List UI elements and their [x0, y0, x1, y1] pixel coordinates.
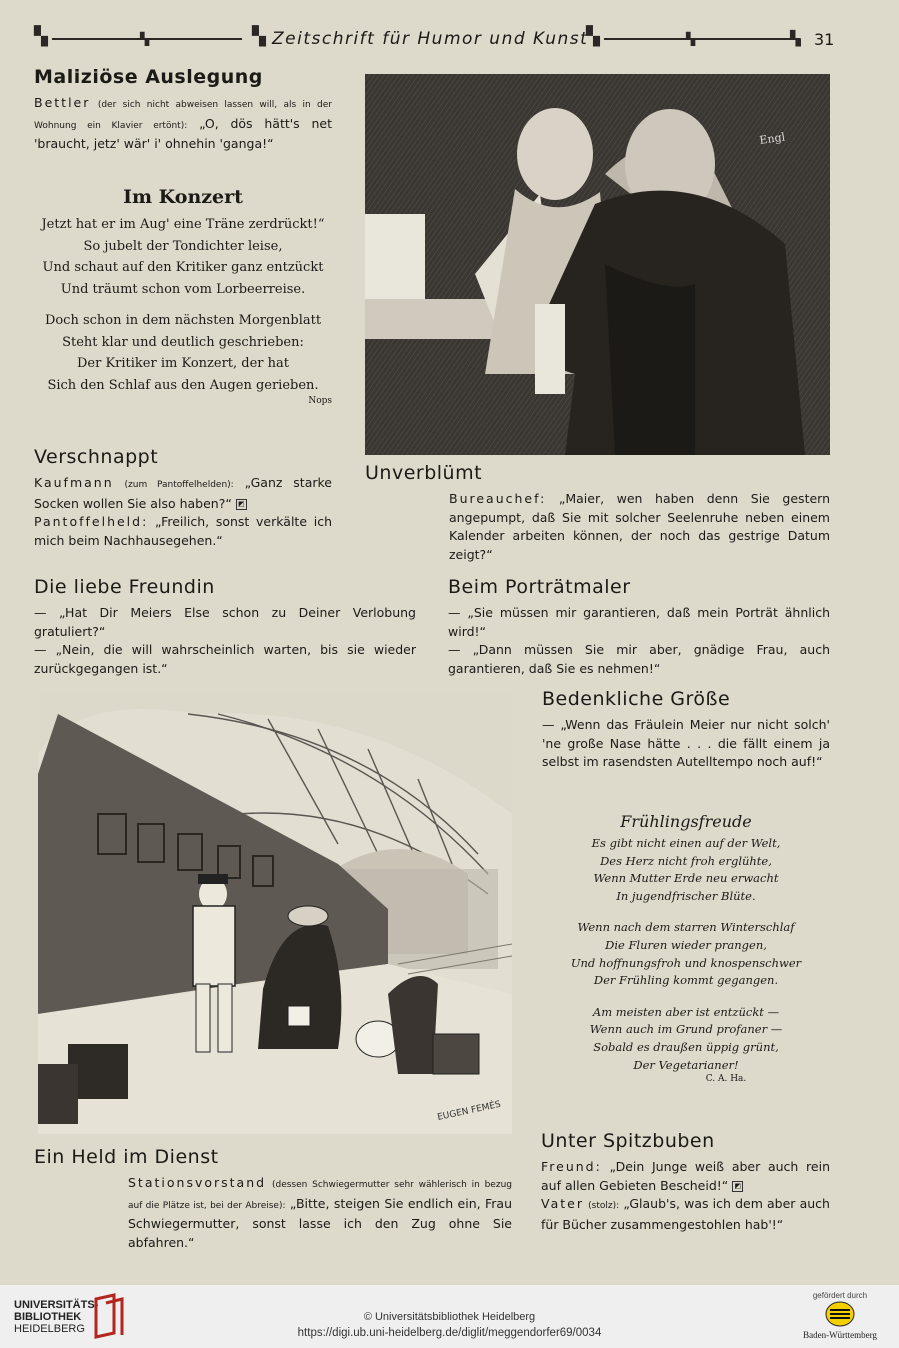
article-verschnappt: [34, 446, 332, 550]
poem-im-konzert: [34, 186, 332, 406]
page-number: 31: [814, 30, 835, 49]
poem-line: Die Fluren wieder prangen,: [605, 937, 767, 952]
article-title: Maliziöse Auslegung: [34, 66, 263, 88]
stage-note: (dessen Schwiegermutter sehr wählerisch in bezug auf die Plätze ist, bei der Abreise):: [128, 1180, 512, 1211]
article-title: Unverblümt: [365, 462, 483, 484]
article-bedenkliche-groesse: [542, 688, 830, 772]
article-text: [34, 474, 332, 550]
copyright-text: © Universitätsbibliothek Heidelberg: [363, 1311, 536, 1323]
quote: „O, dös hätt's net 'braucht, jetz' wär' i' ohnehin 'ganga!“: [34, 115, 333, 151]
speaker: Bettler: [34, 95, 91, 110]
article-text: [34, 94, 332, 154]
article-title: Unter Spitzbuben: [541, 1130, 715, 1152]
poem-line: Sich den Schlaf aus den Augen gerieben.: [47, 377, 319, 393]
poem-line: Wenn auch im Grund profaner —: [589, 1022, 783, 1037]
dialogue-line: — „Dann müssen Sie mir aber, gnädige Frau, auch garantieren, daß Sie es nehmen!“: [448, 642, 830, 676]
poem-line: Der Frühling kommt gegangen.: [593, 973, 779, 988]
article-portraetmaler: [448, 576, 830, 678]
illustration-signature: EUGEN FEMÉS: [436, 1099, 502, 1123]
poem-line: Des Herz nicht froh erglühte,: [600, 853, 772, 868]
article-unter-spitzbuben: [541, 1130, 830, 1234]
funded-by-label: gefördert durch: [812, 1291, 868, 1300]
speaker: Freund:: [541, 1159, 602, 1174]
poem-line: Sobald es draußen üppig grünt,: [593, 1039, 779, 1054]
funder-name: Baden-Württemberg: [803, 1330, 877, 1340]
speaker: Pantoffelheld:: [34, 514, 149, 529]
dialogue-line: — „Hat Dir Meiers Else schon zu Deiner Verlobung gratuliert?“: [34, 605, 416, 639]
speaker: Bureauchef:: [449, 491, 547, 506]
quote: „Bitte, steigen Sie endlich ein, Frau Schwiegermutter, sonst lasse ich den Zug ohne Sie abfahren.“: [128, 1195, 513, 1250]
stage-note: (der sich nicht abweisen lassen will, als in der Wohnung ein Klavier ertönt):: [34, 100, 332, 131]
dialogue-line: — „Sie müssen mir garantieren, daß mein Porträt ähnlich wird!“: [448, 605, 830, 639]
header-rule: [604, 38, 800, 40]
poem-title: Im Konzert: [123, 186, 243, 208]
stage-note: (stolz):: [588, 1201, 620, 1211]
header-ornament-icon: ▚: [34, 26, 48, 47]
article-title: Beim Porträtmaler: [448, 576, 631, 598]
quote: „Maier, wen haben denn Sie gestern angepumpt, daß Sie mit solcher Seelenruhe neben einem Kalender arbeiten können, der noch das gestrige Datum zeigt?“: [449, 491, 830, 562]
poem-line: Doch schon in dem nächsten Morgenblatt: [44, 313, 322, 328]
poem-line: Der Kritiker im Konzert, der hat: [77, 356, 289, 371]
printer-mark-icon: ◩: [236, 499, 247, 510]
header-ornament-icon: ▚: [686, 32, 696, 46]
header-ornament-icon: ▚: [790, 31, 801, 47]
article-held-im-dienst: [34, 1146, 512, 1252]
poem-line: Wenn nach dem starren Winterschlaf: [577, 920, 795, 935]
poem-line: Es gibt nicht einen auf der Welt,: [591, 836, 781, 850]
article-unverbluemt: [365, 462, 830, 564]
poem-line: Der Vegetarianer!: [633, 1057, 739, 1072]
illustration-piano-critic: [365, 74, 830, 455]
article-title: Die liebe Freundin: [34, 576, 215, 598]
quote: „Dein Junge weiß aber auch rein auf allen Gebieten Bescheid!“: [541, 1159, 830, 1193]
illustration-piano-critic-drawing: [365, 74, 830, 455]
uni-name-line: BIBLIOTHEK: [14, 1311, 82, 1323]
source-url-link[interactable]: https://digi.ub.uni-heidelberg.de/diglit/meggendorfer69/0034: [297, 1327, 602, 1339]
poem-line: Am meisten aber ist entzückt —: [592, 1004, 780, 1019]
poem-fruehlingsfreude: [542, 812, 830, 1084]
article-text: [541, 1158, 830, 1234]
article-text: [128, 1174, 512, 1252]
poem-line: Und träumt schon vom Lorbeerreise.: [60, 281, 306, 297]
poem-line: In jugendfrischer Blüte.: [616, 888, 756, 903]
uni-name-line: UNIVERSITÄTS-: [14, 1299, 99, 1311]
article-title: Bedenkliche Größe: [542, 688, 731, 710]
article-text: — „Wenn das Fräulein Meier nur nicht solch' 'ne große Nase hätte . . . die fällt einem ja selbst im rasendsten Autelltempo noch auf!“: [542, 717, 830, 769]
header-ornament-icon: ▚: [252, 26, 266, 47]
poem-line: Wenn Mutter Erde neu erwacht: [593, 871, 779, 886]
quote: „Freilich, sonst verkälte ich mich beim Nachhausegehen.“: [34, 514, 332, 548]
article-text: [449, 490, 830, 564]
poem-line: Steht klar und deutlich geschrieben:: [62, 334, 304, 350]
article-title: Ein Held im Dienst: [34, 1146, 219, 1168]
quote: „Ganz starke Socken wollen Sie also haben?“: [34, 475, 332, 511]
poem-signature: C. A. Ha.: [705, 1074, 747, 1085]
quote: „Glaub's, was ich dem aber auch für Bücher zusammengestohlen hab'!“: [541, 1196, 830, 1232]
header-ornament-icon: ▚: [586, 26, 600, 47]
illustration-train-station: [38, 694, 512, 1134]
header-title: Zeitschrift für Humor und Kunst: [272, 29, 589, 49]
poem-signature: Nops: [308, 396, 332, 406]
illustration-train-station-drawing: [38, 694, 512, 1134]
poem-title: Frühlingsfreude: [620, 812, 752, 831]
stage-note: (zum Pantoffelhelden):: [124, 480, 234, 490]
speaker: Stationsvorstand: [128, 1175, 267, 1190]
uni-name-line: HEIDELBERG: [14, 1323, 85, 1335]
poem-line: Jetzt hat er im Aug' eine Träne zerdrückt!“: [41, 217, 325, 232]
article-maliziose: [34, 66, 332, 154]
poem-line: So jubelt der Tondichter leise,: [83, 238, 283, 254]
header-ornament-icon: ▚: [140, 32, 150, 46]
article-liebe-freundin: [34, 576, 416, 678]
speaker: Kaufmann: [34, 475, 114, 490]
poem-line: Und hoffnungsfroh und knospenschwer: [570, 955, 802, 970]
illustration-signature: Engl: [758, 130, 786, 147]
article-title: Verschnappt: [34, 446, 159, 468]
library-footer: [0, 1285, 899, 1348]
speaker: Vater: [541, 1196, 584, 1211]
poem-line: Und schaut auf den Kritiker ganz entzückt: [42, 260, 324, 275]
printer-mark-icon: ◩: [732, 1181, 743, 1192]
dialogue-line: — „Nein, die will wahrscheinlich warten, bis sie wieder zurückgegangen ist.“: [34, 642, 416, 676]
state-coat-of-arms-icon: [822, 1301, 858, 1327]
